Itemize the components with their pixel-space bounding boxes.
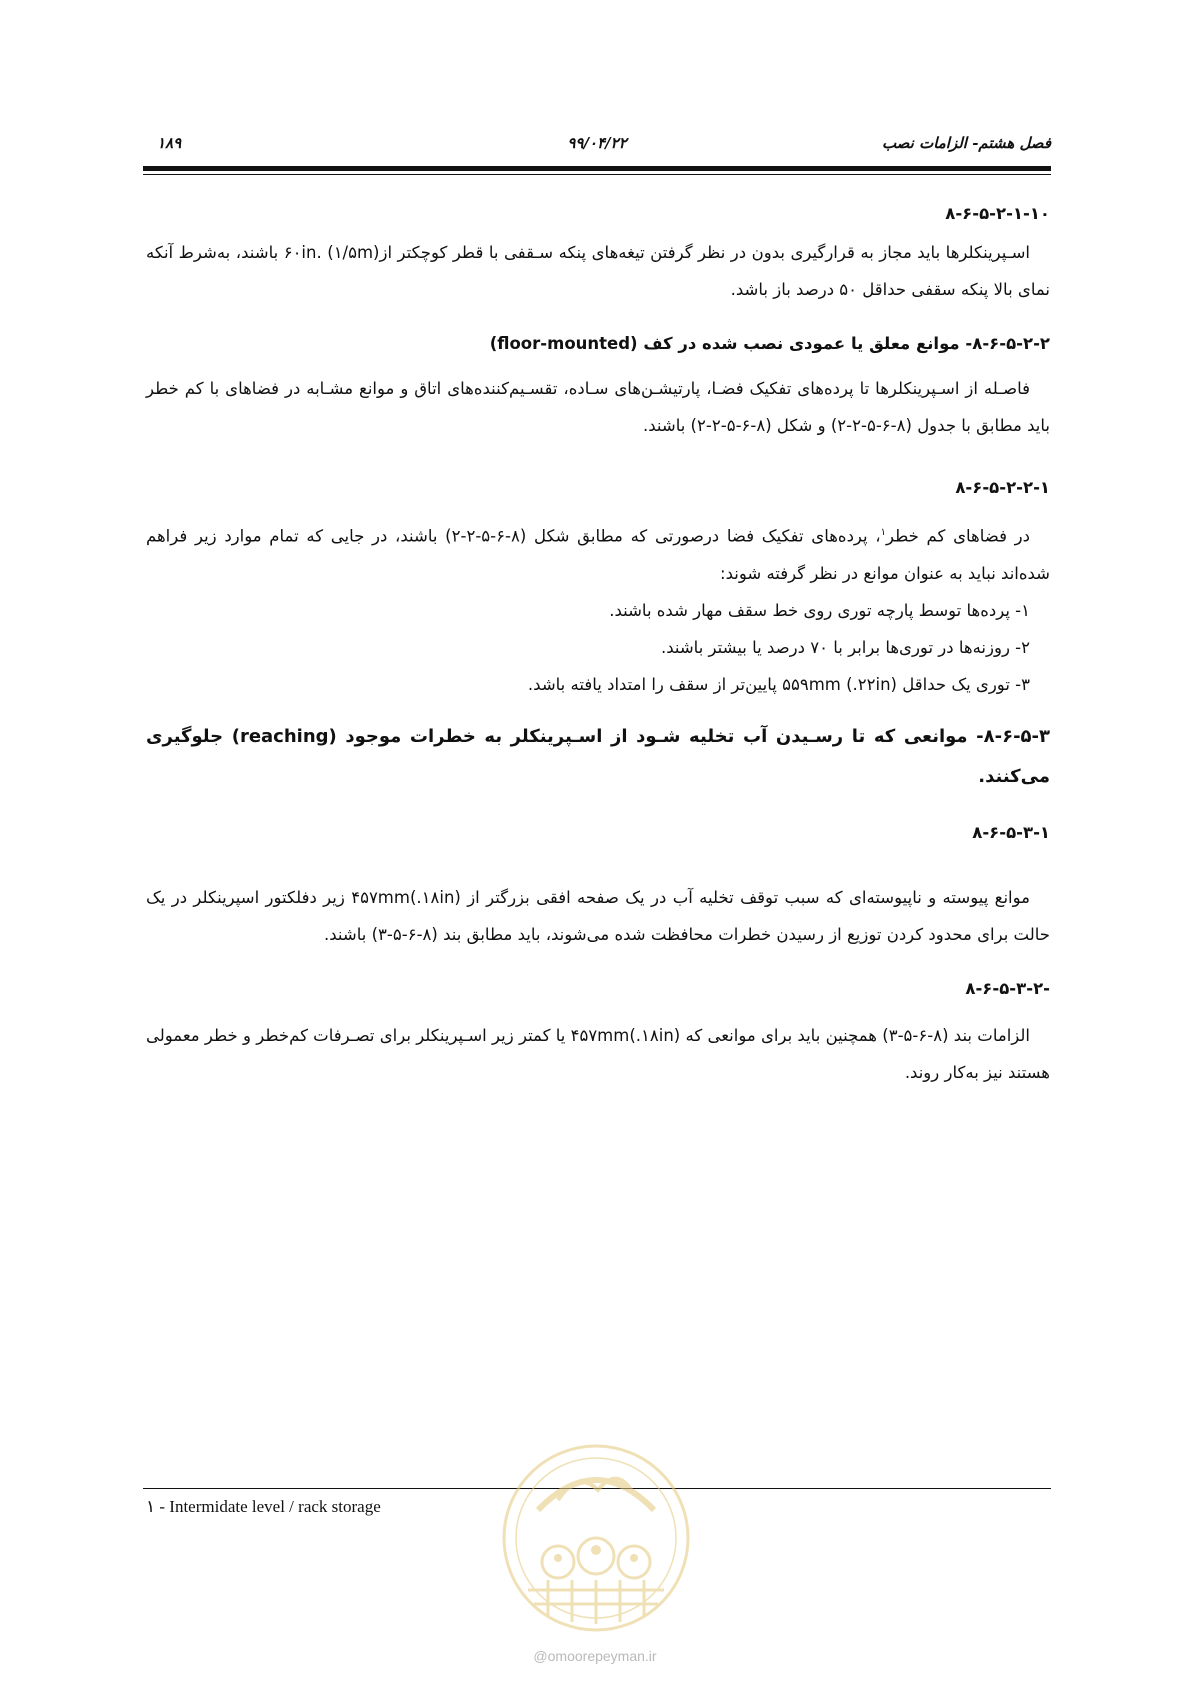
document-body — [146, 200, 1050, 1091]
section-number: ۸-۶-۵-۲-۲-۱ — [955, 478, 1050, 497]
section-heading: ۸-۶-۵-۲-۲- موانع معلق یا عمودی نصب شده در کف (floor-mounted) — [489, 334, 1050, 353]
page-number: ۱۸۹ — [157, 134, 182, 152]
paragraph — [146, 514, 1050, 592]
section-number: ۸-۶-۵-۳-۱ — [972, 822, 1050, 842]
paragraph: موانع پیوسته و ناپیوسته‌ای که سبب توقف تخلیه آب در یک صفحه افقی بزرگتر از ۴۵۷mm(.۱۸in) زیر دفلکتور اسپرینکلر در یک حالت برای محدود کردن توزیع از رسیدن خطرات محافظت شده می‌شوند، باید مطابق بند (۸-۶-۵-۳) باشند. — [146, 887, 1050, 944]
paragraph: الزامات بند (۸-۶-۵-۳) همچنین باید برای موانعی که ۴۵۷mm(.۱۸in) یا کمتر زیر اسـپرینکلر برای تصـرفات کم‌خطر و خطر معمولی هستند نیز به‌کار روند. — [146, 1025, 1050, 1082]
header-rule-thin — [143, 174, 1051, 175]
section-number: ۸-۶-۵-۲-۱-۱۰ — [945, 204, 1050, 223]
paragraph-text: در فضاهای کم خطر — [886, 526, 1030, 546]
paragraph: فاصـله از اسـپرینکلرها تا پرده‌های تفکیک فضـا، پارتیشـن‌های سـاده، تقسـیم‌کننده‌های اتاق و موانع مشـابه در فضاهای با کم خطر باید مطابق با جدول (۸-۶-۵-۲-۲) و شکل (۸-۶-۵-۲-۲) باشند. — [146, 379, 1050, 435]
section-heading: ۸-۶-۵-۳- موانعی که تا رسـیدن آب تخلیه شـود از اسـپرینکلر به خطرات موجود (reaching) جلوگیری می‌کنند. — [146, 725, 1050, 787]
list-item: ۱- پرده‌ها توسط پارچه توری روی خط سقف مهار شده باشند. — [609, 600, 1030, 620]
page-header — [143, 132, 1051, 158]
paragraph: اسـپرینکلرها باید مجاز به قرارگیری بدون در نظر گرفتن تیغه‌های پنکه سـقفی با قطر کوچکتر از(۱/۵m) .۶۰in باشند، به‌شرط آنکه نمای بالا پنکه سقفی حداقل ۵۰ درصد باز باشد. — [146, 243, 1050, 299]
section-number: ۸-۶-۵-۳-۲- — [965, 978, 1050, 998]
list-item: ۲- روزنه‌ها در توری‌ها برابر با ۷۰ درصد یا بیشتر باشند. — [660, 637, 1030, 657]
chapter-title: فصل هشتم- الزامات نصب — [881, 134, 1051, 152]
header-rule-thick — [143, 166, 1051, 171]
paragraph-text: ، پرده‌های تفکیک فضا درصورتی که مطابق شکل (۸-۶-۵-۲-۲) باشند، در جایی که تمام موارد زیر فراهم شده‌اند نباید به عنوان موانع در نظر گرفته شوند: — [146, 526, 1050, 583]
footnote: ۱ - Intermidate level / rack storage — [146, 1497, 381, 1516]
watermark-url: @omoorepeyman.ir — [533, 1648, 657, 1664]
header-date: ۹۹/۰۴/۲۲ — [567, 134, 627, 152]
list-item: ۳- توری یک حداقل ۵۵۹mm (.۲۲in) پایین‌تر از سقف را امتداد یافته باشد. — [527, 674, 1030, 694]
footnote-marker[interactable]: ۱ — [880, 527, 887, 538]
watermark-seal-icon — [498, 1440, 694, 1636]
